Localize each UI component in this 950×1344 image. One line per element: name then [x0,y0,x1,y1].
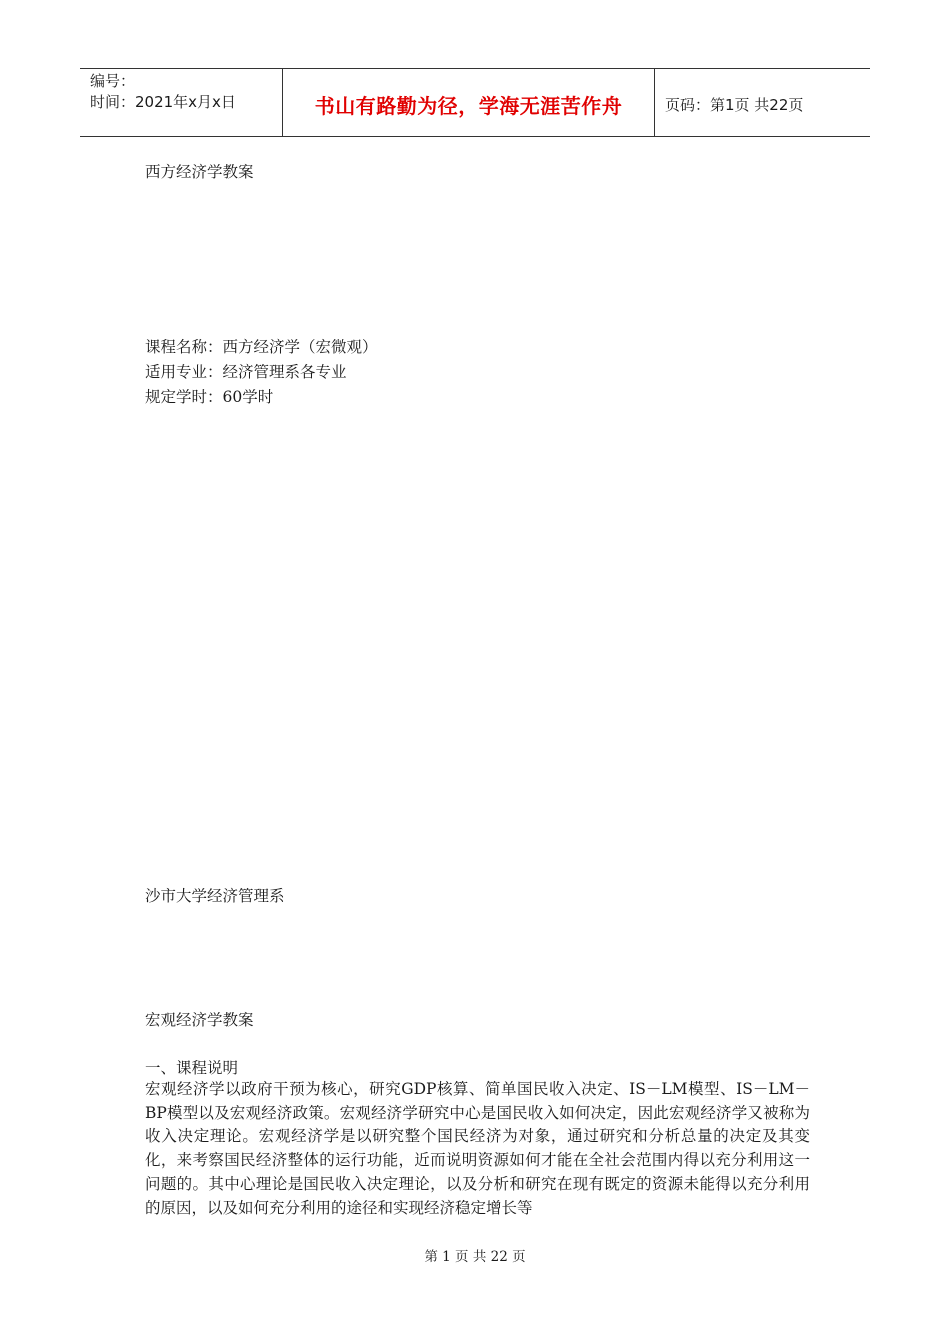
section-heading: 一、课程说明 [145,1059,239,1077]
applicable-major: 适用专业：经济管理系各专业 [145,363,347,381]
page-header [80,68,870,137]
section-title: 宏观经济学教案 [145,1011,254,1029]
page-footer: 第 1 页 共 22 页 [424,1249,526,1265]
header-meta [80,69,282,136]
header-time-label: 时间：2021年x月x日 [90,93,236,111]
header-page-label: 页码：第1页 共22页 [665,96,804,114]
department-name: 沙市大学经济管理系 [145,887,285,905]
header-motto: 书山有路勤为径，学海无涯苦作舟 [282,69,655,136]
required-hours: 规定学时：60学时 [145,388,274,406]
header-number-label: 编号： [90,72,136,90]
course-description-paragraph: 宏观经济学以政府干预为核心，研究GDP核算、简单国民收入决定、IS－LM模型、IS－LM－BP模型以及宏观经济政策。宏观经济学研究中心是国民收入如何决定，因此宏观经济学又被称为收入决定理论。宏观经济学是以研究整个国民经济为对象，通过研究和分析总量的决定及其变化，来考察国民经济整体的运行功能，近而说明资源如何才能在全社会范围内得以充分利用这一问题的。其中心理论是国民收入决定理论，以及分析和研究在现有既定的资源未能得以充分利用的原因，以及如何充分利用的途径和实现经济稳定增长等 [145,1080,810,1217]
document-title: 西方经济学教案 [145,163,254,181]
course-name: 课程名称：西方经济学（宏微观） [145,338,378,356]
